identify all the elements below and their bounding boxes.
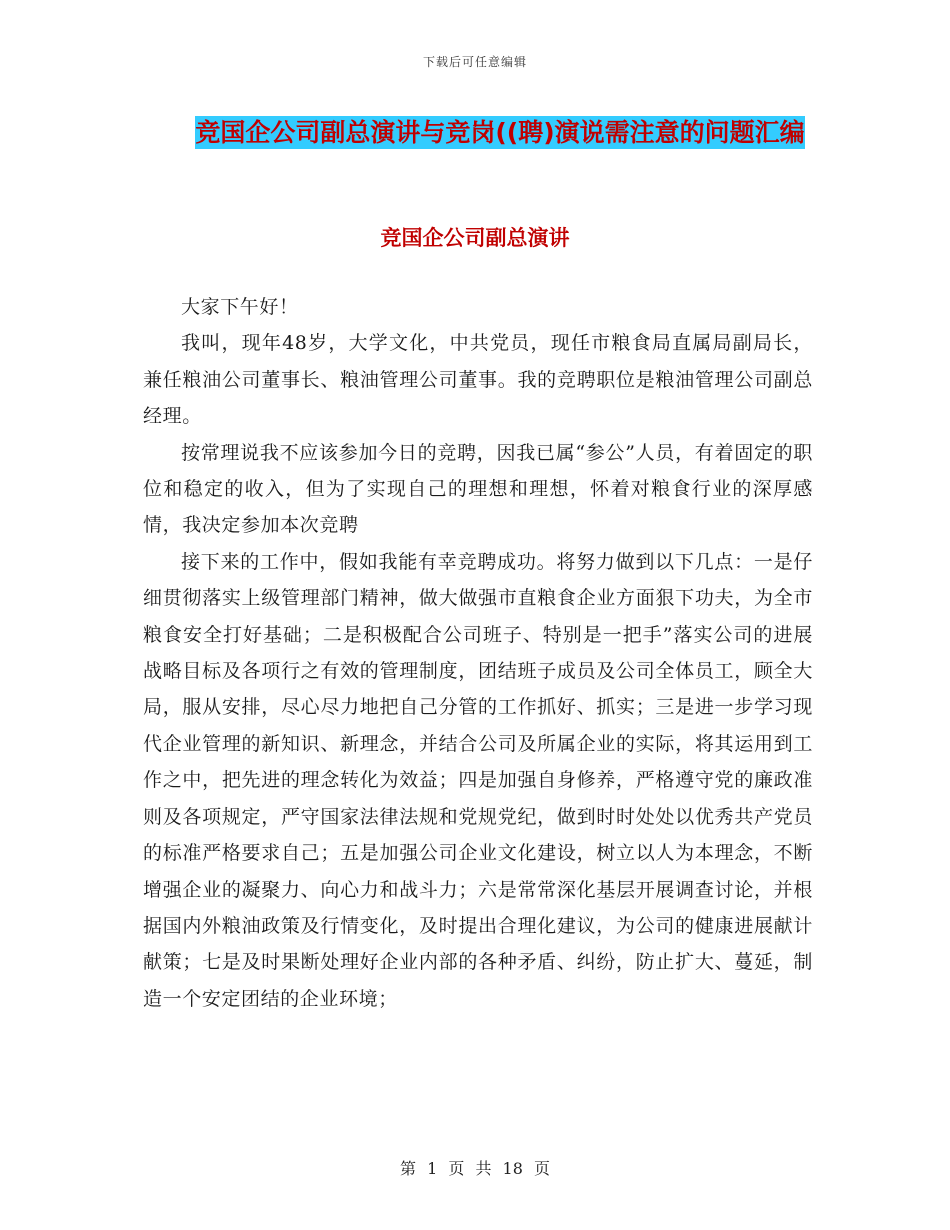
page-footer: 第 1 页 共 18 页: [400, 1159, 550, 1178]
body-text: [143, 289, 813, 1017]
paragraph-greeting: 大家下午好！: [181, 296, 299, 318]
paragraph-motivation: 按常理说我不应该参加今日的竞聘，因我已属“参公”人员，有着固定的职位和稳定的收入，但为了实现自己的理想和理想，怀着对粮食行业的深厚感情，我决定参加本次竞聘: [143, 441, 813, 537]
document-title-text: 竞国企公司副总演讲与竞岗((聘)演说需注意的问题汇编: [195, 118, 805, 147]
header-note: 下载后可任意编辑: [422, 55, 527, 69]
document-title: [140, 110, 860, 156]
section-title: 竞国企公司副总演讲: [380, 226, 570, 250]
paragraph-introduction: 我叫，现年48岁，大学文化，中共党员，现任市粮食局直属局副局长，兼任粮油公司董事长、粮油管理公司董事。我的竞聘职位是粮油管理公司副总经理。: [143, 332, 813, 428]
paragraph-work-plan: 接下来的工作中，假如我能有幸竞聘成功。将努力做到以下几点：一是仔细贯彻落实上级管理部门精神，做大做强市直粮食企业方面狠下功夫，为全市粮食安全打好基础；二是积极配合公司班子、特别是一把手”落实公司的进展战略目标及各项行之有效的管理制度，团结班子成员及公司全体员工，顾全大局，服从安排，尽心尽力地把自己分管的工作抓好、抓实；三是进一步学习现代企业管理的新知识、新理念，并结合公司及所属企业的实际，将其运用到工作之中，把先进的理念转化为效益；四是加强自身修养，严格遵守党的廉政准则及各项规定，严守国家法律法规和党规党纪，做到时时处处以优秀共产党员的标准严格要求自己；五是加强公司企业文化建设，树立以人为本理念，不断增强企业的凝聚力、向心力和战斗力；六是常常深化基层开展调查讨论，并根据国内外粮油政策及行情变化，及时提出合理化建议，为公司的健康进展献计献策；七是及时果断处理好企业内部的各种矛盾、纠纷，防止扩大、蔓延，制造一个安定团结的企业环境；: [143, 550, 813, 1010]
